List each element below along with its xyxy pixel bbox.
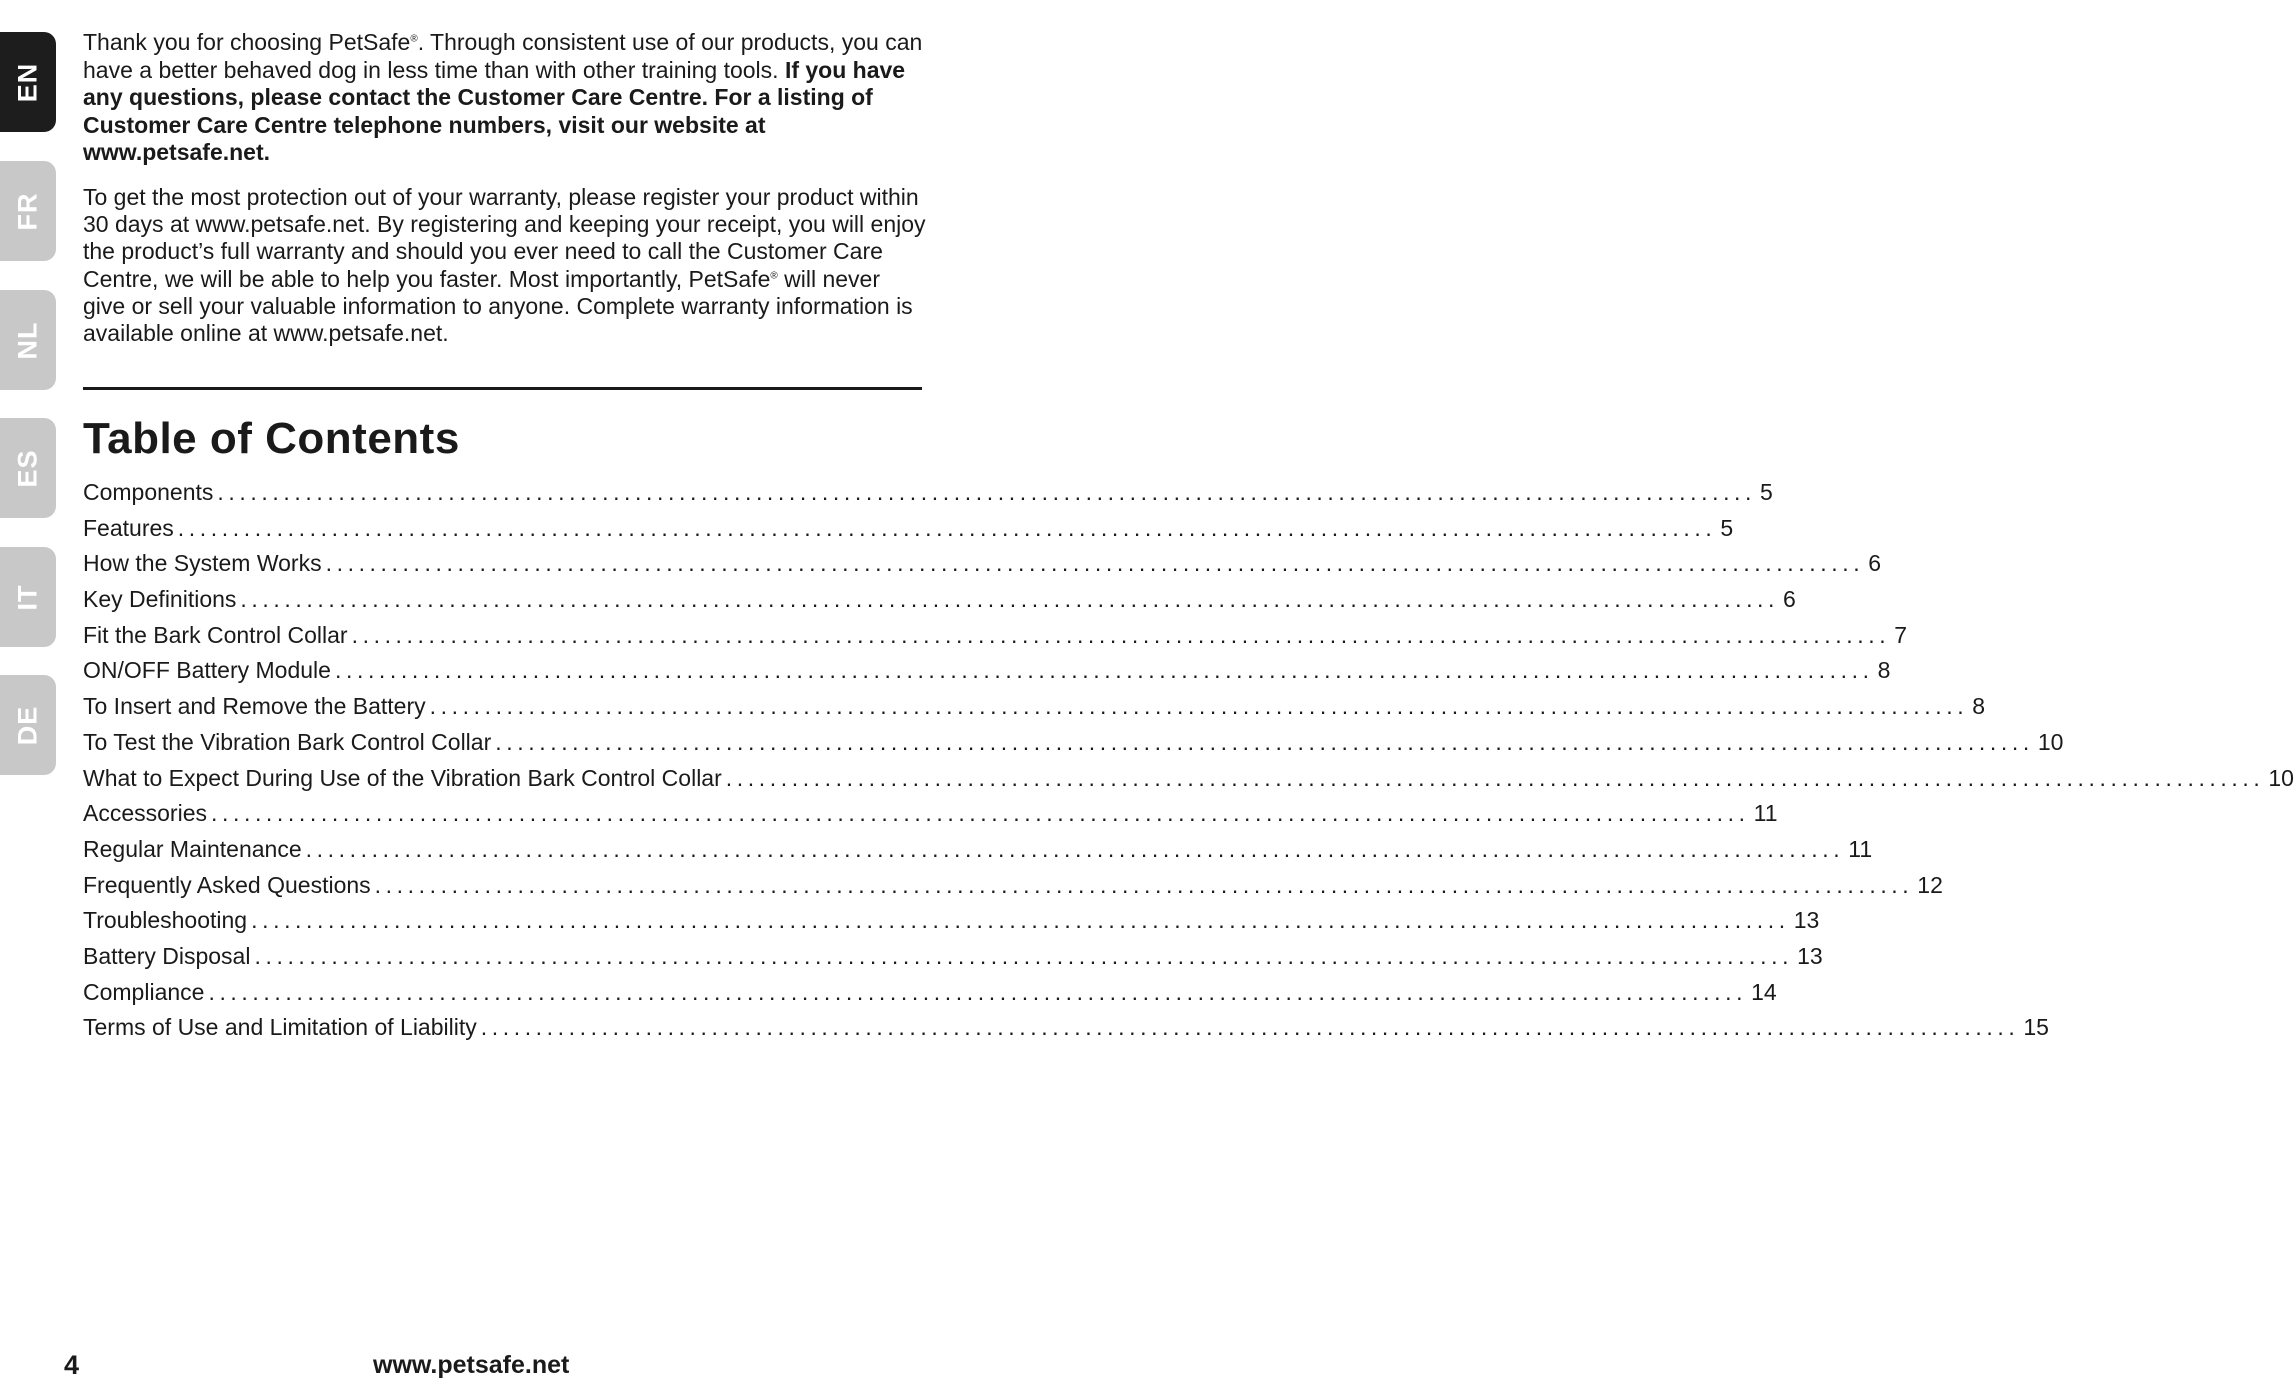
toc-entry-page: 6 — [1783, 586, 1796, 613]
toc-entry[interactable] — [83, 725, 2064, 761]
toc-entry[interactable] — [83, 1010, 2049, 1046]
toc-entry[interactable] — [83, 903, 1820, 939]
toc-leader-dots: ............................................................................................................................................ — [208, 978, 1748, 1005]
toc-entry-label: Components — [83, 479, 214, 505]
warranty-text-start: To get the most protection out of your warranty, please register your product within 30 days at www.petsafe.net. By registering and keeping your receipt, you will enjoy the product’s full warranty and should you ever need to call the Customer Care Centre, we will be able to help you faster. Most importantly, PetSafe — [83, 184, 926, 292]
toc-entry-page: 6 — [1868, 550, 1882, 577]
lang-tab-en[interactable] — [0, 32, 56, 132]
toc-leader-dots: ............................................................................................................................................ — [217, 479, 1757, 505]
toc-entry-page: 11 — [1848, 835, 1873, 862]
toc-entry-label: ON/OFF Battery Module — [83, 657, 331, 684]
toc-leader-dots: ............................................................................................................................................ — [177, 514, 1717, 541]
registered-mark: ® — [770, 269, 778, 281]
toc-entry-page: 13 — [1797, 942, 1823, 969]
toc-entry-page: 13 — [1793, 907, 1820, 934]
toc-entry-label: To Test the Vibration Bark Control Collar — [83, 728, 492, 755]
toc-entry[interactable] — [83, 832, 1873, 868]
warranty-paragraph — [83, 184, 928, 347]
intro-paragraph — [83, 29, 928, 167]
toc-entry[interactable] — [83, 796, 1778, 832]
toc-leader-dots: ............................................................................................................................................ — [351, 621, 1891, 648]
page-number: 4 — [64, 1350, 80, 1380]
toc-entry[interactable] — [83, 868, 1943, 904]
warranty-text-end: will never give or sell your valuable information to anyone. Complete warranty information is available online at www.petsafe.net. — [83, 265, 913, 347]
toc-entry[interactable] — [83, 689, 1986, 725]
toc-entry-label: Key Definitions — [83, 586, 237, 613]
toc-entry-page: 11 — [1753, 800, 1778, 827]
lang-tab-de[interactable] — [0, 675, 56, 775]
toc-title: Table of Contents — [83, 414, 460, 463]
toc-list — [83, 475, 2294, 1046]
toc-entry-page: 10 — [2268, 764, 2294, 791]
toc-entry[interactable] — [83, 975, 1777, 1011]
toc-leader-dots: ............................................................................................................................................ — [334, 657, 1874, 684]
lang-tab-label: IT — [12, 584, 43, 610]
toc-entry-label: Terms of Use and Limitation of Liability — [83, 1014, 477, 1041]
lang-tab-label: DE — [12, 705, 43, 745]
toc-entry-label: To Insert and Remove the Battery — [83, 693, 426, 720]
lang-tab-it[interactable] — [0, 547, 56, 647]
toc-entry-label: How the System Works — [83, 550, 322, 577]
lang-tab-label: EN — [12, 62, 43, 102]
toc-entry-page: 8 — [1877, 657, 1891, 684]
lang-tab-nl[interactable] — [0, 290, 56, 390]
toc-leader-dots: ............................................................................................................................................ — [254, 942, 1794, 969]
toc-leader-dots: ............................................................................................................................................ — [240, 586, 1780, 613]
lang-tab-es[interactable] — [0, 418, 56, 518]
toc-leader-dots: ............................................................................................................................................ — [725, 764, 2265, 791]
intro-contact-note: If you have any questions, please contact the Customer Care Centre. For a listing of Customer Care Centre telephone numbers, visit our website at www.petsafe.net. — [83, 56, 906, 166]
toc-entry-label: Frequently Asked Questions — [83, 871, 371, 898]
toc-leader-dots: ............................................................................................................................................ — [480, 1014, 2020, 1041]
section-divider — [83, 387, 922, 390]
toc-entry[interactable] — [83, 475, 1773, 511]
toc-entry-page: 8 — [1972, 693, 1986, 720]
toc-entry-label: Compliance — [83, 978, 205, 1005]
toc-leader-dots: ............................................................................................................................................ — [325, 550, 1865, 577]
lang-tab-label: NL — [12, 321, 43, 359]
toc-entry-label: Accessories — [83, 800, 207, 827]
toc-entry[interactable] — [83, 546, 1882, 582]
toc-entry[interactable] — [83, 653, 1891, 689]
toc-leader-dots: ............................................................................................................................................ — [251, 907, 1790, 934]
registered-mark: ® — [410, 33, 418, 45]
toc-entry[interactable] — [83, 511, 1734, 547]
toc-entry-page: 7 — [1894, 621, 1908, 648]
lang-tab-label: FR — [12, 192, 43, 230]
toc-leader-dots: ............................................................................................................................................ — [305, 835, 1845, 862]
lang-tab-label: ES — [12, 448, 43, 488]
toc-entry-label: Regular Maintenance — [83, 835, 302, 862]
toc-entry-page: 5 — [1760, 479, 1773, 505]
toc-entry-page: 10 — [2037, 728, 2064, 755]
toc-entry-label: Features — [83, 514, 174, 541]
toc-entry-page: 5 — [1720, 514, 1734, 541]
toc-leader-dots: ............................................................................................................................................ — [495, 728, 2034, 755]
footer-website-link[interactable]: www.petsafe.net — [373, 1351, 570, 1379]
intro-text-start: Thank you for choosing PetSafe — [83, 29, 411, 55]
toc-leader-dots: ............................................................................................................................................ — [210, 800, 1750, 827]
intro-text-middle: . Through consistent use of our products, you can have a better behaved dog in less time than with other training tools. — [83, 29, 923, 83]
toc-entry-label: Fit the Bark Control Collar — [83, 621, 348, 648]
toc-entry-label: Troubleshooting — [83, 907, 248, 934]
toc-entry-label: What to Expect During Use of the Vibration Bark Control Collar — [83, 764, 722, 791]
toc-entry-page: 12 — [1917, 871, 1943, 898]
toc-entry-page: 15 — [2023, 1014, 2049, 1041]
toc-leader-dots: ............................................................................................................................................ — [374, 871, 1914, 898]
toc-entry[interactable] — [83, 939, 1823, 975]
toc-entry[interactable] — [83, 761, 2294, 797]
toc-leader-dots: ............................................................................................................................................ — [429, 693, 1969, 720]
lang-tab-fr[interactable] — [0, 161, 56, 261]
toc-entry-page: 14 — [1751, 978, 1777, 1005]
toc-entry-label: Battery Disposal — [83, 942, 251, 969]
toc-entry[interactable] — [83, 618, 1908, 654]
toc-entry[interactable] — [83, 582, 1796, 618]
